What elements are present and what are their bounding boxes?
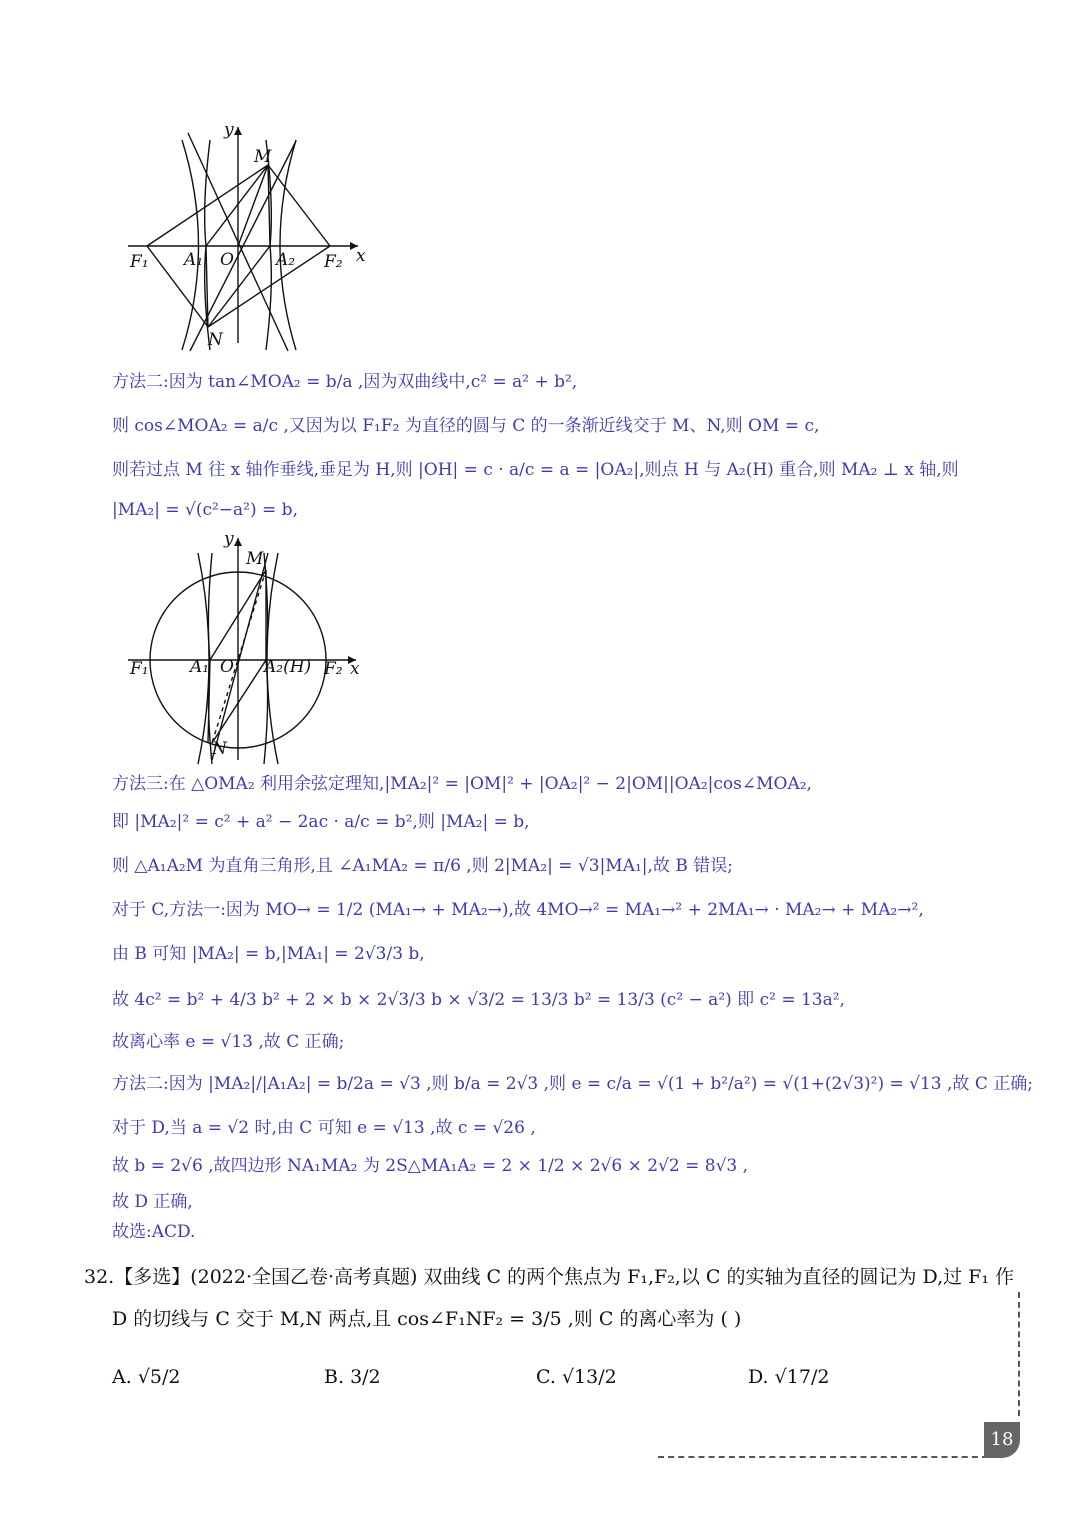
solution-line: 由 B 可知 |MA₂| = b,|MA₁| = 2√3/3 b,: [112, 944, 425, 964]
solution-line: 则 cos∠MOA₂ = a/c ,又因为以 F₁F₂ 为直径的圆与 C 的一条渐近线交于 M、N,则 OM = c,: [112, 416, 820, 436]
option-value: √17/2: [774, 1366, 830, 1388]
option-label: D.: [748, 1366, 769, 1388]
hyperbola-figure-1: [120, 115, 380, 355]
fig2-F2-label: F₂: [324, 659, 343, 679]
fig2-M-label: M: [246, 549, 264, 569]
dashed-border-right: [1018, 1292, 1020, 1416]
solution-line: 方法二:因为 |MA₂|/|A₁A₂| = b/2a = √3 ,则 b/a = 2√3 ,则 e = c/a = √(1 + b²/a²) = √(1+(2√3)²) = √13 ,故 C 正确;: [112, 1074, 1033, 1094]
solution-line: 则若过点 M 往 x 轴作垂线,垂足为 H,则 |OH| = c · a/c = a = |OA₂|,则点 H 与 A₂(H) 重合,则 MA₂ ⊥ x 轴,则: [112, 460, 959, 480]
page-number: 18: [984, 1422, 1020, 1458]
fig1-A2-label: A₂: [276, 250, 296, 270]
fig1-x-label: x: [356, 246, 366, 266]
question-line-2: D 的切线与 C 交于 M,N 两点,且 cos∠F₁NF₂ = 3/5 ,则 C 的离心率为 ( ): [112, 1308, 742, 1330]
option-d[interactable]: [748, 1366, 829, 1388]
fig1-A1-label: A₁: [184, 250, 204, 270]
dashed-border-bottom: [658, 1456, 988, 1458]
option-value: 3/2: [350, 1366, 381, 1388]
solution-line: 方法二:因为 tan∠MOA₂ = b/a ,因为双曲线中,c² = a² + b²,: [112, 372, 578, 392]
fig1-N-label: N: [208, 330, 223, 350]
fig2-A2H-label: A₂(H): [264, 657, 312, 677]
option-b[interactable]: [324, 1366, 381, 1388]
option-label: C.: [536, 1366, 556, 1388]
option-a[interactable]: [112, 1366, 181, 1388]
fig1-F1-label: F₁: [130, 252, 149, 272]
solution-line: 方法三:在 △OMA₂ 利用余弦定理知,|MA₂|² = |OM|² + |OA₂|² − 2|OM||OA₂|cos∠MOA₂,: [112, 774, 812, 794]
solution-line: 对于 D,当 a = √2 时,由 C 可知 e = √13 ,故 c = √26 ,: [112, 1118, 536, 1138]
solution-line: 故 4c² = b² + 4/3 b² + 2 × b × 2√3/3 b × √3/2 = 13/3 b² = 13/3 (c² − a²) 即 c² = 13a²,: [112, 990, 845, 1010]
option-value: √5/2: [137, 1366, 181, 1388]
question-line-1: 32.【多选】(2022·全国乙卷·高考真题) 双曲线 C 的两个焦点为 F₁,F₂,以 C 的实轴为直径的圆记为 D,过 F₁ 作: [84, 1266, 1014, 1288]
fig2-F1-label: F₁: [130, 659, 149, 679]
fig2-N-label: N: [212, 739, 227, 759]
fig2-O-label: O: [220, 657, 234, 677]
solution-line: 故 b = 2√6 ,故四边形 NA₁MA₂ 为 2S△MA₁A₂ = 2 × 1/2 × 2√6 × 2√2 = 8√3 ,: [112, 1156, 749, 1176]
solution-line: 即 |MA₂|² = c² + a² − 2ac · a/c = b²,则 |MA₂| = b,: [112, 812, 530, 832]
fig2-y-label: y: [224, 529, 234, 549]
fig1-M-label: M: [254, 147, 272, 167]
fig1-O-label: O: [220, 250, 234, 270]
solution-line: 则 △A₁A₂M 为直角三角形,且 ∠A₁MA₂ = π/6 ,则 2|MA₂| = √3|MA₁|,故 B 错误;: [112, 856, 733, 876]
option-label: B.: [324, 1366, 345, 1388]
option-label: A.: [112, 1366, 132, 1388]
solution-line: 故离心率 e = √13 ,故 C 正确;: [112, 1032, 345, 1052]
solution-line: 对于 C,方法一:因为 MO→ = 1/2 (MA₁→ + MA₂→),故 4MO→² = MA₁→² + 2MA₁→ · MA₂→ + MA₂→²,: [112, 900, 924, 920]
fig1-F2-label: F₂: [324, 252, 343, 272]
option-c[interactable]: [536, 1366, 617, 1388]
fig2-A1-label: A₁: [190, 657, 210, 677]
circle-hyperbola-figure-2: [120, 528, 380, 766]
option-value: √13/2: [561, 1366, 617, 1388]
solution-line: 故 D 正确,: [112, 1192, 193, 1212]
solution-line: |MA₂| = √(c²−a²) = b,: [112, 500, 298, 520]
solution-line: 故选:ACD.: [112, 1222, 196, 1242]
fig1-y-label: y: [224, 120, 234, 140]
fig2-x-label: x: [350, 659, 360, 679]
